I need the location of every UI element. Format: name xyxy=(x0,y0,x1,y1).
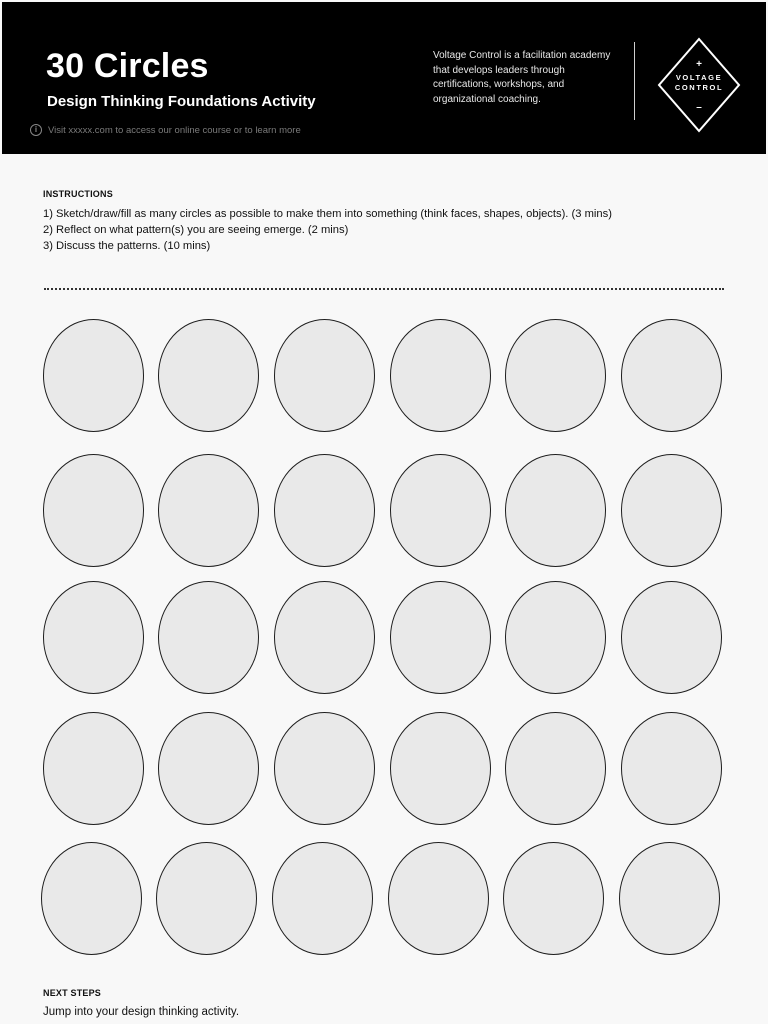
drawing-circle xyxy=(390,319,491,432)
drawing-circle xyxy=(158,319,259,432)
drawing-circle xyxy=(619,842,720,955)
drawing-circle xyxy=(158,454,259,567)
drawing-circle xyxy=(621,712,722,825)
drawing-circle xyxy=(43,319,144,432)
header-banner xyxy=(2,2,766,154)
drawing-circle xyxy=(503,842,604,955)
info-line xyxy=(30,122,301,138)
info-text: Visit xxxxx.com to access our online course or to learn more xyxy=(48,124,301,136)
drawing-circle xyxy=(390,581,491,694)
drawing-circle xyxy=(505,454,606,567)
dotted-divider xyxy=(44,288,724,290)
drawing-circle xyxy=(43,712,144,825)
next-steps-heading: NEXT STEPS xyxy=(43,988,102,998)
next-steps-text: Jump into your design thinking activity. xyxy=(43,1006,240,1018)
about-text xyxy=(433,49,628,107)
drawing-circle xyxy=(390,712,491,825)
drawing-circle xyxy=(390,454,491,567)
drawing-circle xyxy=(43,454,144,567)
drawing-circle xyxy=(158,712,259,825)
drawing-circle xyxy=(272,842,373,955)
drawing-circle xyxy=(505,712,606,825)
drawing-circle xyxy=(156,842,257,955)
info-icon: i xyxy=(30,124,42,136)
about-line: that develops leaders through xyxy=(433,64,565,76)
drawing-circle xyxy=(621,319,722,432)
drawing-circle xyxy=(505,319,606,432)
about-line: Voltage Control is a facilitation academy xyxy=(433,50,611,61)
drawing-circle xyxy=(41,842,142,955)
drawing-circle xyxy=(274,319,375,432)
drawing-circle xyxy=(158,581,259,694)
instructions-heading: INSTRUCTIONS xyxy=(43,189,113,199)
about-line: organizational coaching. xyxy=(433,93,541,105)
logo-minus: – xyxy=(696,102,702,113)
page-title: 30 Circles xyxy=(46,47,209,85)
logo-line: CONTROL xyxy=(674,83,724,92)
logo-wordmark xyxy=(657,73,741,93)
drawing-circle xyxy=(505,581,606,694)
drawing-circle xyxy=(621,581,722,694)
drawing-circle xyxy=(388,842,489,955)
header-divider xyxy=(634,42,635,120)
logo-plus: + xyxy=(696,59,702,70)
drawing-circle xyxy=(43,581,144,694)
drawing-circle xyxy=(621,454,722,567)
instruction-step: 1) Sketch/draw/fill as many circles as possible to make them into something (think faces, shapes, objects). (3 mins) xyxy=(43,208,612,220)
drawing-circle xyxy=(274,581,375,694)
instruction-step: 2) Reflect on what pattern(s) you are seeing emerge. (2 mins) xyxy=(43,224,349,236)
drawing-circle xyxy=(274,454,375,567)
page-subtitle: Design Thinking Foundations Activity xyxy=(47,93,316,110)
logo-line: VOLTAGE xyxy=(675,73,723,82)
instructions-list xyxy=(43,206,743,254)
about-line: certifications, workshops, and xyxy=(433,79,565,90)
instruction-step: 3) Discuss the patterns. (10 mins) xyxy=(43,240,211,252)
voltage-control-logo xyxy=(657,37,741,133)
drawing-circle xyxy=(274,712,375,825)
